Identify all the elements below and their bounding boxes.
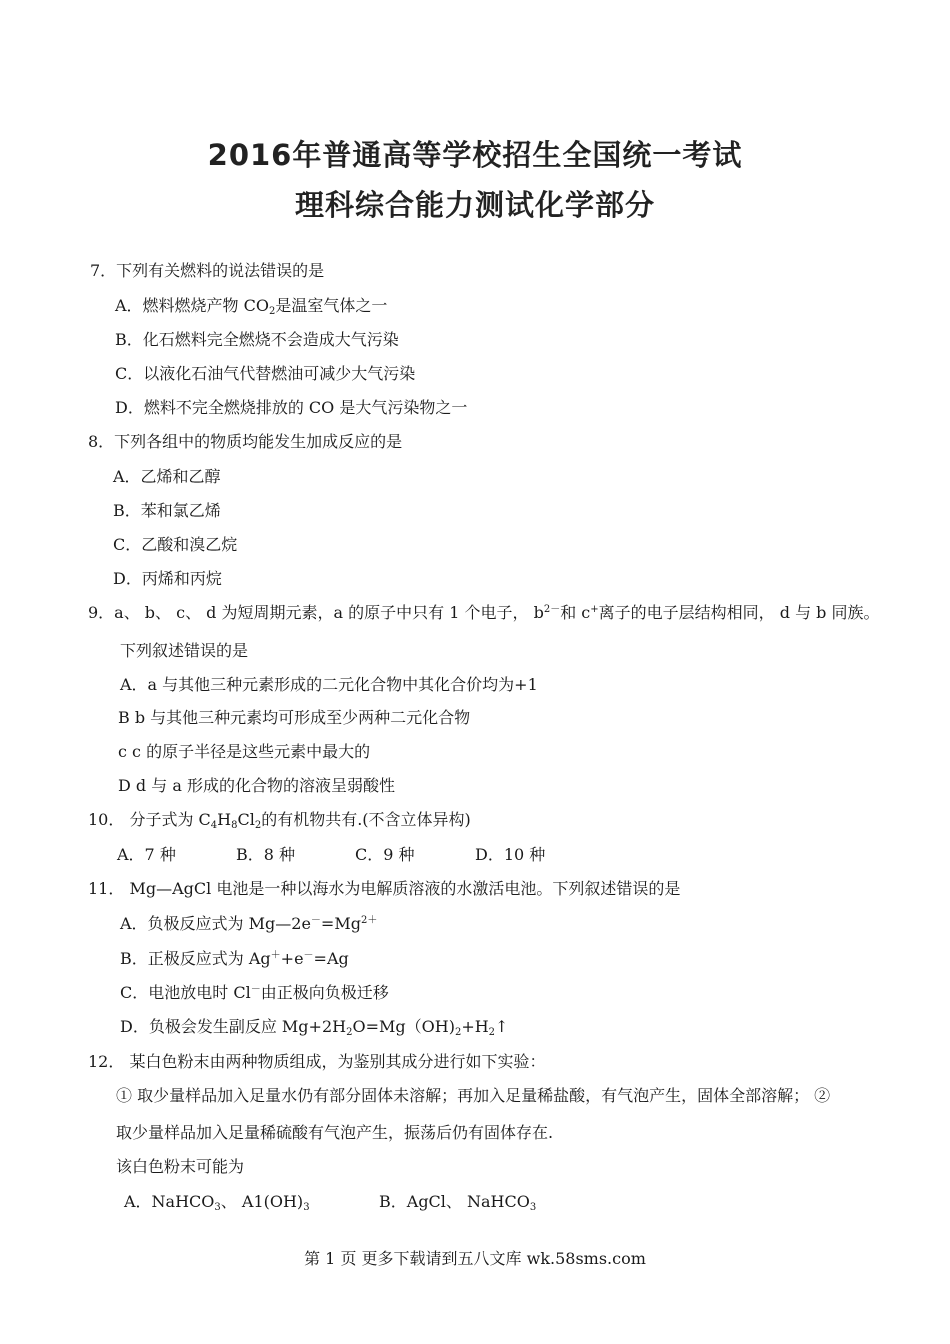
q7-option-b: B．化石燃料完全燃烧不会造成大气污染 xyxy=(115,330,399,349)
q12-stem: 12． 某白色粉末由两种物质组成，为鉴别其成分进行如下实验： xyxy=(88,1052,546,1071)
q7-option-c: C．以液化石油气代替燃油可减少大气污染 xyxy=(115,364,416,383)
q11-option-b: B．正极反应式为 Ag＋+e－=Ag xyxy=(120,949,349,968)
q7-stem: 7．下列有关燃料的说法错误的是 xyxy=(90,261,325,280)
q9-option-a: A．a 与其他三种元素形成的二元化合物中其化合价均为+1 xyxy=(120,675,538,694)
q8-option-b: B．苯和氯乙烯 xyxy=(113,501,221,520)
q10-option-a: A．7 种 xyxy=(117,845,176,864)
q7-option-d: D．燃料不完全燃烧排放的 CO 是大气污染物之一 xyxy=(115,398,468,417)
q10-option-b: B．8 种 xyxy=(236,845,296,864)
q11-option-d: D．负极会发生副反应 $Mg+2H_2O=Mg(OH)_2+H_2↑$ xyxy=(120,1017,509,1038)
q9-option-b: B b 与其他三种元素均可形成至少两种二元化合物 xyxy=(118,708,471,727)
q9-option-c: c c 的原子半径是这些元素中最大的 xyxy=(118,742,371,761)
q9-stem: 9．a、 b、 c、 d 为短周期元素，a 的原子中只有 1 个电子， $b^{2-}$和 c+离子的电子层结构相同， d 与 b 同族。 xyxy=(88,603,880,622)
q12-experiment-1: ① 取少量样品加入足量水仍有部分固体未溶解；再加入足量稀盐酸，有气泡产生，固体全部溶解； ② xyxy=(116,1086,831,1105)
q9-option-d: D d 与 a 形成的化合物的溶液呈弱酸性 xyxy=(118,776,395,795)
q11-stem: 11． Mg—AgCl 电池是一种以海水为电解质溶液的水激活电池。下列叙述错误的是 xyxy=(88,879,681,898)
page-footer: 第 1 页 更多下载请到五八文库 wk.58sms.com xyxy=(304,1249,646,1268)
q11-option-a: A．负极反应式为 $Mg—2e^-=Mg^{2+}$ xyxy=(120,914,378,933)
page-title: 2016年普通高等学校招生全国统一考试 xyxy=(207,138,743,172)
q8-option-c: C．乙酸和溴乙烷 xyxy=(113,535,238,554)
q11-option-c: C．电池放电时 Cl－由正极向负极迁移 xyxy=(120,983,389,1002)
q8-option-d: D．丙烯和丙烷 xyxy=(113,569,222,588)
q12-experiment-2: 取少量样品加入足量稀硫酸有气泡产生，振荡后仍有固体存在. xyxy=(116,1123,554,1142)
q12-option-a: A．NaHCO$_3$、 $A1(OH)_3$ xyxy=(124,1192,310,1213)
q7-option-a: A．燃料燃烧产物 $CO_2$是温室气体之一 xyxy=(115,296,388,317)
q10-option-d: D．10 种 xyxy=(475,845,546,864)
q12-option-b: B．AgCl、 NaHCO$_3$ xyxy=(379,1192,537,1213)
page-subtitle: 理科综合能力测试化学部分 xyxy=(294,188,655,222)
q10-option-c: C．9 种 xyxy=(355,845,415,864)
q12-question: 该白色粉末可能为 xyxy=(116,1157,245,1176)
q10-stem: 10． 分子式为 $C_4H_8Cl_2$的有机物共有.(不含立体异构) xyxy=(88,810,471,831)
q8-option-a: A．乙烯和乙醇 xyxy=(113,467,221,486)
q8-stem: 8．下列各组中的物质均能发生加成反应的是 xyxy=(88,432,403,451)
q9-stem-line2: 下列叙述错误的是 xyxy=(120,641,249,660)
